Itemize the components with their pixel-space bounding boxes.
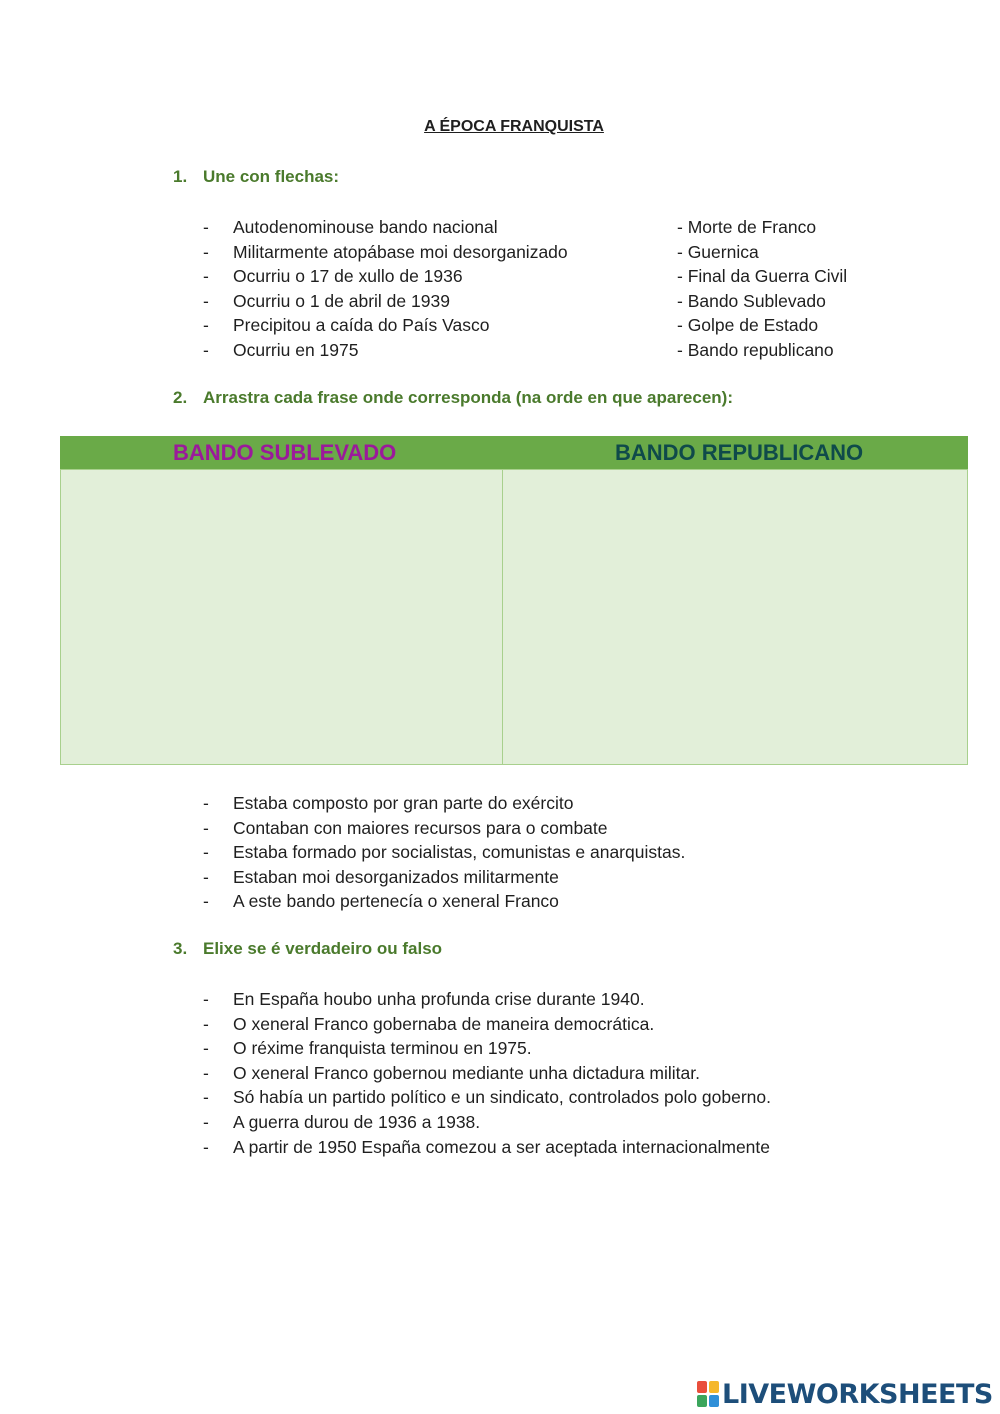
true-false-statement[interactable] — [203, 1061, 771, 1086]
list-item[interactable] — [203, 289, 568, 314]
bullet-dash: - — [203, 1013, 209, 1034]
bullet-dash: - — [203, 1111, 209, 1132]
bullet-dash: - — [203, 866, 209, 887]
section2-number: 2. — [173, 388, 188, 407]
section1-heading — [173, 167, 339, 187]
liveworksheets-logo — [697, 1378, 993, 1410]
match-target[interactable]: - Morte de Franco — [677, 217, 817, 237]
match-target[interactable]: - Bando republicano — [677, 339, 834, 360]
bullet-dash: - — [203, 793, 209, 813]
statement-text: O réxime franquista terminou en 1975. — [233, 1038, 532, 1059]
section3-heading-text: Elixe se é verdadeiro ou falso — [203, 939, 443, 958]
column-header-republicano: BANDO REPUBLICANO — [615, 440, 864, 465]
phrase-text: Estaba composto por gran parte do exército — [233, 793, 574, 813]
draggable-phrase[interactable] — [203, 791, 685, 816]
statement-text: A partir de 1950 España comezou a ser aceptada internacionalmente — [233, 1136, 771, 1157]
liveworksheets-logo-icon — [697, 1381, 719, 1407]
bullet-dash: - — [203, 339, 209, 360]
bullet-dash: - — [203, 290, 209, 311]
bullet-dash: - — [203, 217, 209, 237]
column-header-sublevado: BANDO SUBLEVADO — [173, 440, 397, 465]
true-false-statement[interactable] — [203, 1012, 771, 1037]
logo-block — [697, 1395, 707, 1407]
list-item[interactable] — [203, 338, 568, 363]
list-item[interactable] — [203, 264, 568, 289]
bullet-dash: - — [203, 1087, 209, 1108]
list-item-text: Ocurriu o 1 de abril de 1939 — [233, 290, 450, 311]
true-false-statement[interactable] — [203, 1085, 771, 1110]
draggable-phrase[interactable] — [203, 889, 685, 914]
draggable-phrase[interactable] — [203, 865, 685, 890]
section2-heading-text: Arrastra cada frase onde corresponda (na orde en que aparecen): — [203, 388, 734, 407]
list-item[interactable] — [203, 215, 568, 240]
drop-zone-republicano[interactable] — [502, 469, 968, 765]
bullet-dash: - — [203, 266, 209, 287]
section1-number: 1. — [173, 167, 188, 186]
bullet-dash: - — [203, 891, 209, 912]
statement-text: Só había un partido político e un sindicato, controlados polo goberno. — [233, 1087, 772, 1108]
logo-text: LIVEWORKSHEETS — [722, 1378, 993, 1410]
section3-heading — [173, 939, 442, 959]
list-item[interactable] — [203, 313, 568, 338]
drop-zone-sublevado[interactable] — [60, 469, 503, 765]
bullet-dash: - — [203, 1062, 209, 1083]
section2-heading — [173, 388, 733, 408]
bullet-dash: - — [203, 1136, 209, 1157]
list-item-text: Militarmente atopábase moi desorganizado — [233, 241, 568, 262]
statement-text: En España houbo unha profunda crise durante 1940. — [233, 989, 645, 1009]
statement-text: O xeneral Franco gobernou mediante unha dictadura militar. — [233, 1062, 700, 1083]
list-item-text: Precipitou a caída do País Vasco — [233, 315, 490, 336]
phrase-text: Estaba formado por socialistas, comunistas e anarquistas. — [233, 842, 686, 863]
match-target[interactable]: - Final da Guerra Civil — [677, 266, 848, 287]
logo-block — [709, 1395, 719, 1407]
page-title: A ÉPOCA FRANQUISTA — [424, 118, 604, 135]
bullet-dash: - — [203, 989, 209, 1009]
section1-right-list — [677, 215, 847, 363]
bullet-dash: - — [203, 1038, 209, 1059]
section3-number: 3. — [173, 939, 188, 958]
match-target[interactable]: - Bando Sublevado — [677, 290, 826, 311]
true-false-statement[interactable] — [203, 1135, 771, 1160]
match-target[interactable]: - Guernica — [677, 241, 759, 262]
logo-block — [709, 1381, 719, 1393]
section1-heading-text: Une con flechas: — [203, 167, 340, 186]
true-false-list — [203, 987, 771, 1159]
match-target[interactable]: - Golpe de Estado — [677, 315, 819, 336]
bullet-dash: - — [203, 241, 209, 262]
list-item[interactable] — [203, 240, 568, 265]
statement-text: A guerra durou de 1936 a 1938. — [233, 1111, 481, 1132]
draggable-phrase[interactable] — [203, 840, 685, 865]
list-item-text: Ocurriu o 17 de xullo de 1936 — [233, 266, 463, 287]
bullet-dash: - — [203, 842, 209, 863]
list-item-text: Ocurriu en 1975 — [233, 339, 359, 360]
list-item-text: Autodenominouse bando nacional — [233, 217, 498, 237]
logo-block — [697, 1381, 707, 1393]
sort-table — [60, 436, 968, 765]
table-header — [60, 436, 968, 469]
draggable-phrase-list — [203, 791, 685, 914]
phrase-text: Estaban moi desorganizados militarmente — [233, 866, 559, 887]
true-false-statement[interactable] — [203, 1110, 771, 1135]
section1-left-list — [203, 215, 568, 363]
phrase-text: Contaban con maiores recursos para o combate — [233, 817, 608, 838]
bullet-dash: - — [203, 315, 209, 336]
true-false-statement[interactable] — [203, 987, 771, 1012]
draggable-phrase[interactable] — [203, 816, 685, 841]
bullet-dash: - — [203, 817, 209, 838]
true-false-statement[interactable] — [203, 1036, 771, 1061]
phrase-text: A este bando pertenecía o xeneral Franco — [233, 891, 559, 912]
statement-text: O xeneral Franco gobernaba de maneira democrática. — [233, 1013, 655, 1034]
